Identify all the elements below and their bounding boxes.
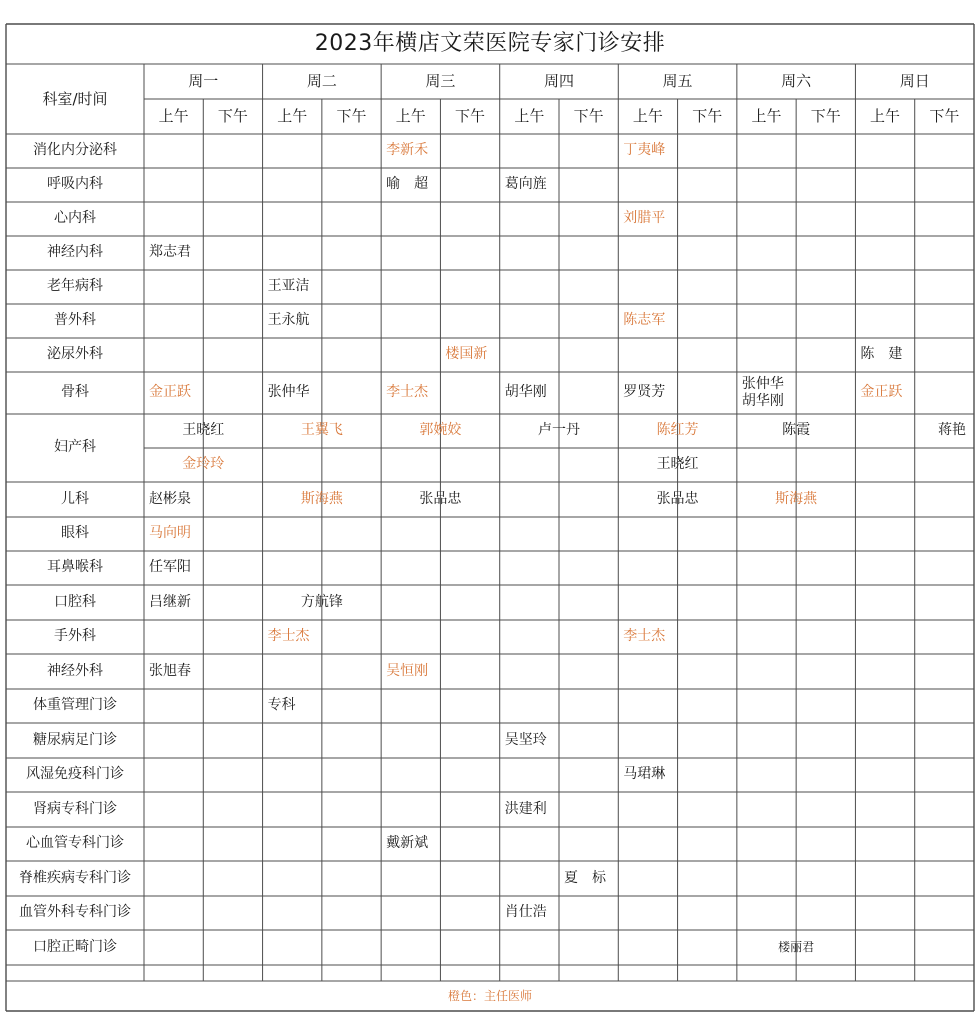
half-day-header: 上午: [277, 107, 308, 126]
department-label: 耳鼻喉科: [47, 559, 103, 576]
day-header: 周三: [425, 72, 456, 91]
department-label: 骨科: [61, 384, 89, 401]
half-day-header: 上午: [751, 107, 782, 126]
doctor-entry: 吕继新: [149, 593, 191, 610]
department-label: 心内科: [54, 210, 96, 227]
doctor-entry: 王永航: [267, 312, 310, 329]
department-label: 口腔科: [54, 593, 96, 610]
doctor-entry: 楼丽君: [778, 940, 815, 954]
department-label: 老年病科: [47, 278, 103, 295]
department-label: 儿科: [61, 490, 89, 507]
department-label: 脊椎疾病专科门诊: [19, 869, 131, 886]
department-label: 血管外科专科门诊: [19, 904, 131, 921]
doctor-entry: 丁夷峰: [623, 142, 666, 159]
department-label: 体重管理门诊: [33, 697, 117, 714]
legend-note: 橙色：主任医师: [447, 988, 532, 1003]
department-label: 糖尿病足门诊: [33, 731, 117, 748]
doctor-entry: 金正跃: [860, 384, 903, 401]
department-label: 消化内分泌科: [33, 142, 117, 159]
doctor-entry: [737, 372, 796, 414]
doctor-entry: 张仲华: [267, 384, 310, 401]
doctor-entry: 方航锋: [300, 593, 343, 610]
doctor-entry: 李新禾: [386, 142, 429, 159]
doctor-name-line: 张仲华: [741, 375, 784, 392]
doctor-entry: 喻 超: [386, 176, 429, 193]
day-header: 周五: [662, 72, 693, 91]
doctor-entry: 马向明: [149, 525, 191, 542]
doctor-entry: 胡华刚: [504, 384, 547, 401]
department-label: 手外科: [54, 628, 96, 645]
corner-label: 科室/时间: [42, 89, 108, 108]
schedule-title: 2023年横店文荣医院专家门诊安排: [314, 31, 666, 57]
doctor-entry: 张旭春: [149, 662, 191, 679]
day-header: 周二: [306, 72, 337, 91]
department-label: 眼科: [61, 525, 89, 542]
half-day-header: 上午: [870, 107, 901, 126]
department-label: 神经外科: [47, 662, 103, 679]
department-label: 心血管专科门诊: [26, 835, 124, 852]
doctor-entry: 马珺琳: [623, 766, 666, 783]
half-day-header: 上午: [514, 107, 545, 126]
department-label: 口腔正畸门诊: [33, 938, 117, 955]
doctor-entry: 葛向旌: [504, 176, 547, 193]
doctor-entry: 李士杰: [386, 384, 429, 401]
day-header: 周四: [543, 72, 574, 91]
doctor-entry: 罗贤芳: [623, 384, 666, 401]
doctor-entry: 张品忠: [419, 490, 462, 507]
department-label: 神经内科: [47, 244, 103, 261]
day-header: 周日: [899, 72, 930, 91]
department-label: 普外科: [54, 312, 96, 329]
doctor-entry: 斯海燕: [300, 490, 343, 507]
department-label: 妇产科: [54, 439, 96, 456]
department-label: 肾病专科门诊: [33, 800, 117, 817]
half-day-header: 下午: [573, 107, 604, 126]
doctor-entry: 蒋艳: [937, 422, 966, 439]
doctor-entry: 王晓红: [182, 422, 225, 439]
day-header: 周六: [781, 72, 812, 91]
department-label: 呼吸内科: [47, 176, 103, 193]
doctor-entry: 吴坚玲: [504, 731, 547, 748]
doctor-entry: 吴恒刚: [386, 662, 429, 679]
half-day-header: 下午: [929, 107, 960, 126]
doctor-entry: 卢一丹: [537, 422, 580, 439]
doctor-entry: 戴新斌: [386, 835, 429, 852]
doctor-entry: 王翼飞: [300, 422, 343, 439]
doctor-entry: 专科: [267, 697, 296, 714]
doctor-entry: 金正跃: [149, 384, 191, 401]
half-day-header: 上午: [158, 107, 189, 126]
doctor-entry: 陈红芳: [656, 422, 699, 439]
doctor-entry: 任军阳: [149, 559, 191, 576]
half-day-header: 上午: [395, 107, 426, 126]
doctor-entry: 斯海燕: [775, 490, 818, 507]
doctor-entry: 陈霞: [782, 422, 811, 439]
doctor-entry: 陈志军: [623, 312, 666, 329]
doctor-entry: 郑志君: [149, 244, 191, 261]
doctor-entry: 夏 标: [564, 869, 606, 886]
doctor-entry: 赵彬泉: [149, 490, 191, 507]
doctor-entry: 郭婉姣: [419, 422, 462, 439]
day-header: 周一: [188, 72, 219, 91]
doctor-entry: 刘腊平: [623, 210, 666, 227]
doctor-entry: 楼国新: [445, 346, 488, 363]
doctor-entry: 李士杰: [267, 628, 310, 645]
half-day-header: 下午: [217, 107, 248, 126]
doctor-entry: 陈 建: [860, 346, 903, 363]
half-day-header: 上午: [632, 107, 663, 126]
doctor-name-line: 胡华刚: [741, 393, 784, 409]
doctor-entry: 王晓红: [656, 456, 699, 473]
doctor-entry: 李士杰: [623, 628, 666, 645]
doctor-entry: 洪建利: [504, 800, 547, 817]
half-day-header: 下午: [336, 107, 367, 126]
half-day-header: 下午: [455, 107, 486, 126]
doctor-entry: 王亚洁: [267, 278, 310, 295]
department-label: 泌尿外科: [47, 346, 103, 363]
doctor-entry: 金玲玲: [182, 456, 225, 473]
department-label: 风湿免疫科门诊: [26, 766, 124, 783]
half-day-header: 下午: [692, 107, 723, 126]
doctor-entry: 张品忠: [656, 490, 699, 507]
half-day-header: 下午: [810, 107, 841, 126]
doctor-entry: 肖仕浩: [504, 904, 547, 921]
